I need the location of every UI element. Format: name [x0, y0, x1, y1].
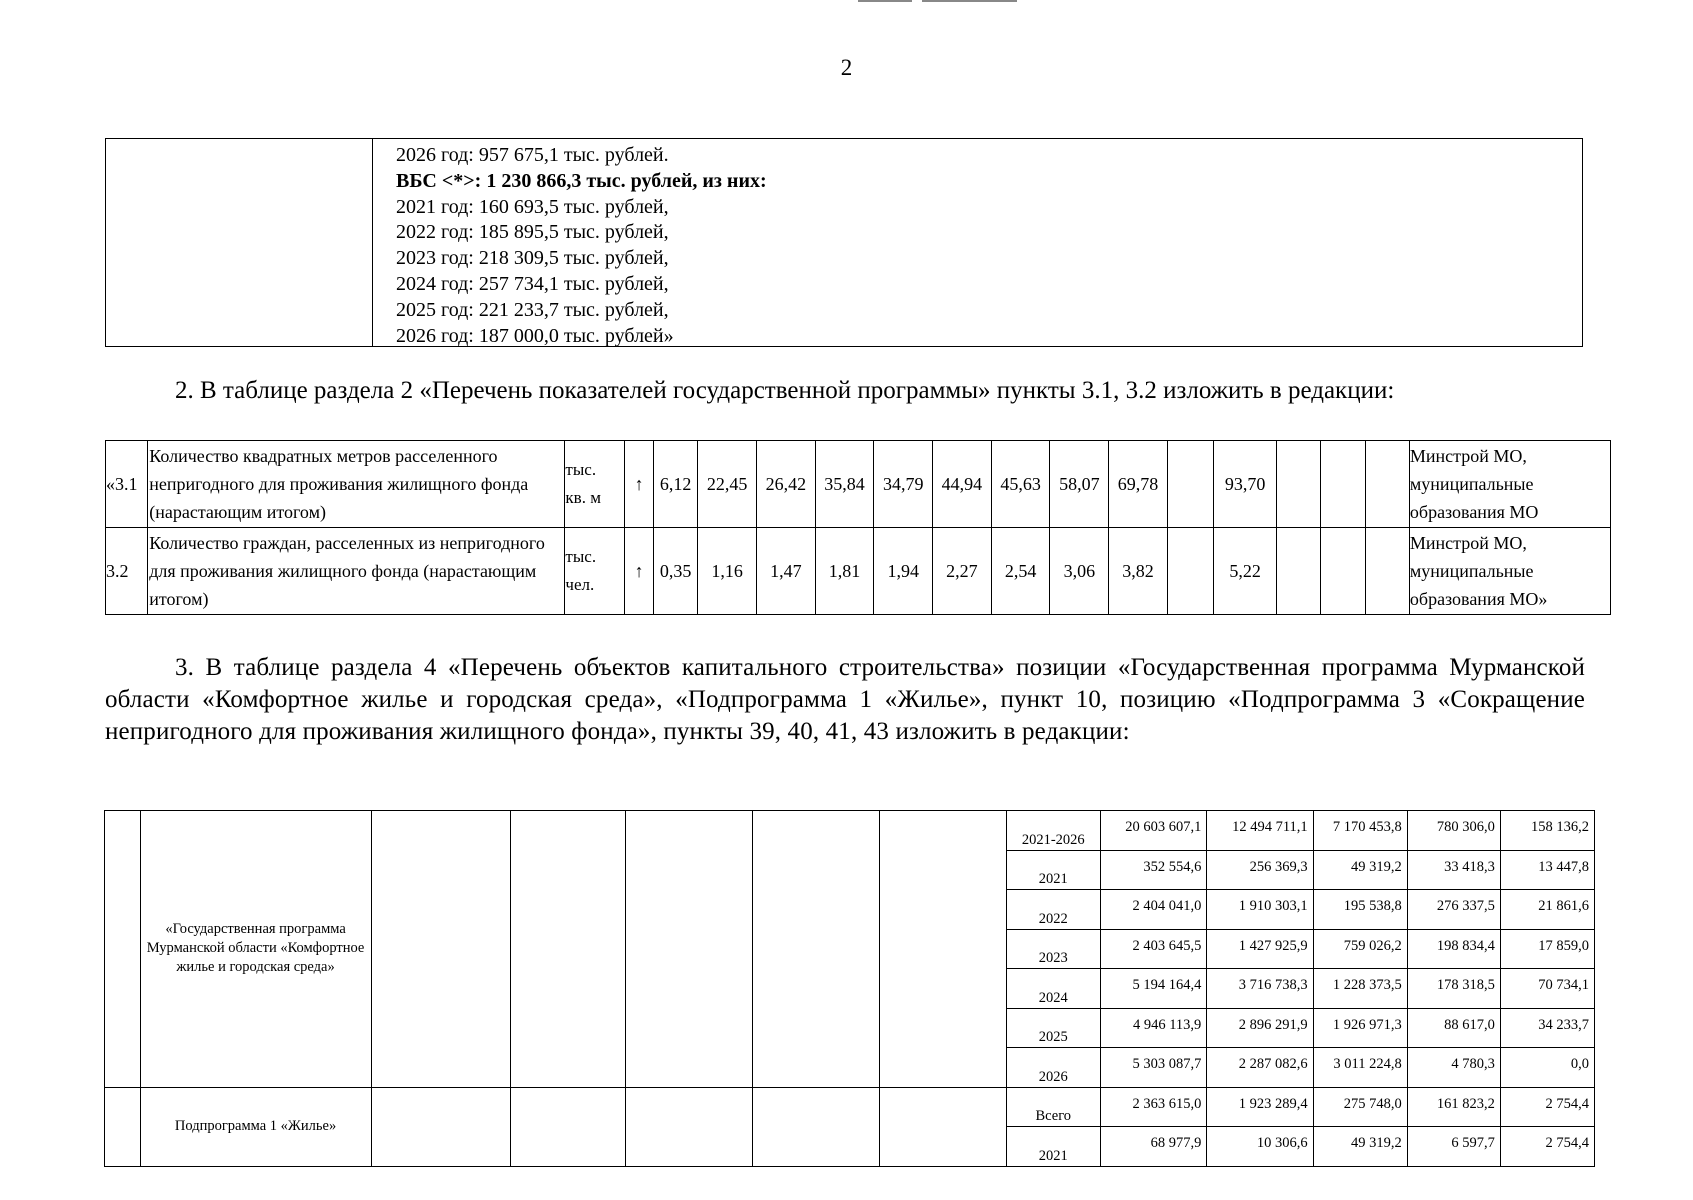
- indicator-value: 45,63: [991, 441, 1050, 528]
- indicator-value: 3,82: [1109, 528, 1168, 615]
- capital-value: 2 754,4: [1500, 1127, 1594, 1167]
- capital-row: [105, 1087, 1595, 1127]
- capital-value: 2 287 082,6: [1207, 1048, 1313, 1088]
- financing-box: [105, 138, 1583, 347]
- indicator-value: [1365, 441, 1409, 528]
- capital-value: 161 823,2: [1407, 1087, 1500, 1127]
- capital-value: 1 427 925,9: [1207, 929, 1313, 969]
- capital-value: 4 780,3: [1407, 1048, 1500, 1088]
- empty-cell: [510, 811, 625, 1088]
- capital-value: 2 404 041,0: [1100, 890, 1206, 930]
- financing-line: 2023 год: 218 309,5 тыс. рублей,: [396, 247, 669, 270]
- capital-value: 34 233,7: [1500, 1008, 1594, 1048]
- indicator-value: 3,06: [1050, 528, 1109, 615]
- capital-value: 5 303 087,7: [1100, 1048, 1206, 1088]
- capital-program-name: Подпрограмма 1 «Жилье»: [140, 1087, 371, 1166]
- resp-line: образования МО: [1409, 502, 1539, 522]
- capital-year: 2026: [1006, 1048, 1100, 1088]
- unit-line: тыс.: [565, 460, 597, 479]
- empty-cell: [879, 1087, 1006, 1166]
- empty-cell: [752, 1087, 879, 1166]
- capital-value: 352 554,6: [1100, 850, 1206, 890]
- empty-cell: [105, 811, 141, 1088]
- indicator-value: 2,54: [991, 528, 1050, 615]
- capital-value: 275 748,0: [1313, 1087, 1407, 1127]
- capital-year: 2021: [1006, 850, 1100, 890]
- indicator-value: [1167, 441, 1213, 528]
- indicator-responsible: [1409, 528, 1610, 615]
- capital-value: 256 369,3: [1207, 850, 1313, 890]
- capital-value: 70 734,1: [1500, 969, 1594, 1009]
- resp-line: муниципальные: [1409, 561, 1534, 581]
- indicator-value: 69,78: [1109, 441, 1168, 528]
- resp-line: Минстрой МО,: [1409, 446, 1527, 466]
- indicator-value: [1277, 528, 1321, 615]
- indicator-value: 22,45: [698, 441, 757, 528]
- capital-year: 2023: [1006, 929, 1100, 969]
- capital-value: 68 977,9: [1100, 1127, 1206, 1167]
- indicator-value: 1,81: [815, 528, 874, 615]
- capital-value: 5 194 164,4: [1100, 969, 1206, 1009]
- indicator-value: 1,16: [698, 528, 757, 615]
- financing-line: 2022 год: 185 895,5 тыс. рублей,: [396, 221, 669, 244]
- capital-row: [105, 811, 1595, 851]
- capital-value: 195 538,8: [1313, 890, 1407, 930]
- capital-value: 780 306,0: [1407, 811, 1500, 851]
- unit-line: чел.: [565, 575, 595, 594]
- capital-value: 6 597,7: [1407, 1127, 1500, 1167]
- direction-arrow-icon: ↑: [625, 528, 654, 615]
- resp-line: образования МО»: [1409, 589, 1548, 609]
- capital-value: 88 617,0: [1407, 1008, 1500, 1048]
- empty-cell: [371, 811, 510, 1088]
- paragraph-2: 2. В таблице раздела 2 «Перечень показателей государственной программы» пункты 3.1, 3.2 изложить в редакции:: [175, 377, 1395, 404]
- capital-value: 0,0: [1500, 1048, 1594, 1088]
- indicator-value: [1277, 441, 1321, 528]
- capital-value: 2 896 291,9: [1207, 1008, 1313, 1048]
- empty-cell: [752, 811, 879, 1088]
- capital-value: 21 861,6: [1500, 890, 1594, 930]
- capital-value: 49 319,2: [1313, 1127, 1407, 1167]
- capital-value: 2 363 615,0: [1100, 1087, 1206, 1127]
- capital-year: 2021-2026: [1006, 811, 1100, 851]
- empty-cell: [879, 811, 1006, 1088]
- indicator-value: 5,22: [1214, 528, 1277, 615]
- financing-line: 2021 год: 160 693,5 тыс. рублей,: [396, 195, 669, 218]
- indicator-value: [1321, 528, 1365, 615]
- financing-line: 2026 год: 187 000,0 тыс. рублей»: [396, 324, 674, 347]
- capital-value: 7 170 453,8: [1313, 811, 1407, 851]
- indicator-value: 0,35: [653, 528, 697, 615]
- capital-program-name: «Государственная программа Мурманской области «Комфортное жилье и городская среда»: [140, 811, 371, 1088]
- indicator-value: 44,94: [933, 441, 992, 528]
- resp-line: Минстрой МО,: [1409, 533, 1527, 553]
- capital-value: 276 337,5: [1407, 890, 1500, 930]
- indicator-responsible: [1409, 441, 1610, 528]
- empty-cell: [371, 1087, 510, 1166]
- indicator-value: [1321, 441, 1365, 528]
- capital-year: 2022: [1006, 890, 1100, 930]
- capital-value: 1 910 303,1: [1207, 890, 1313, 930]
- capital-value: 10 306,6: [1207, 1127, 1313, 1167]
- financing-line: 2025 год: 221 233,7 тыс. рублей,: [396, 298, 669, 321]
- capital-value: 12 494 711,1: [1207, 811, 1313, 851]
- empty-cell: [625, 1087, 752, 1166]
- top-rule-right: [922, 0, 1017, 2]
- indicator-value: 58,07: [1050, 441, 1109, 528]
- capital-year: 2024: [1006, 969, 1100, 1009]
- indicator-number: «3.1: [106, 441, 148, 528]
- capital-year: Всего: [1006, 1087, 1100, 1127]
- capital-value: 1 926 971,3: [1313, 1008, 1407, 1048]
- indicator-name: Количество граждан, расселенных из непригодного для проживания жилищного фонда (нарастающим итогом): [148, 528, 565, 615]
- top-rule-left: [858, 0, 912, 2]
- capital-value: 2 403 645,5: [1100, 929, 1206, 969]
- capital-value: 178 318,5: [1407, 969, 1500, 1009]
- financing-line: 2024 год: 257 734,1 тыс. рублей,: [396, 272, 669, 295]
- capital-value: 1 923 289,4: [1207, 1087, 1313, 1127]
- indicator-value: [1167, 528, 1213, 615]
- capital-value: 198 834,4: [1407, 929, 1500, 969]
- capital-value: 2 754,4: [1500, 1087, 1594, 1127]
- indicator-value: 1,47: [756, 528, 815, 615]
- capital-value: 49 319,2: [1313, 850, 1407, 890]
- capital-year: 2025: [1006, 1008, 1100, 1048]
- unit-line: кв. м: [565, 488, 601, 507]
- empty-cell: [105, 1087, 141, 1166]
- indicators-table: [105, 440, 1611, 615]
- indicator-value: 35,84: [815, 441, 874, 528]
- empty-cell: [510, 1087, 625, 1166]
- indicator-value: 34,79: [874, 441, 933, 528]
- resp-line: муниципальные: [1409, 474, 1534, 494]
- capital-value: 17 859,0: [1500, 929, 1594, 969]
- indicator-row: [106, 441, 1611, 528]
- indicator-value: 6,12: [653, 441, 697, 528]
- indicator-value: 93,70: [1214, 441, 1277, 528]
- financing-box-divider: [372, 139, 373, 346]
- capital-year: 2021: [1006, 1127, 1100, 1167]
- capital-value: 13 447,8: [1500, 850, 1594, 890]
- capital-value: 20 603 607,1: [1100, 811, 1206, 851]
- direction-arrow-icon: ↑: [625, 441, 654, 528]
- financing-line: ВБС <*>: 1 230 866,3 тыс. рублей, из них:: [396, 169, 767, 192]
- capital-value: 33 418,3: [1407, 850, 1500, 890]
- capital-value: 1 228 373,5: [1313, 969, 1407, 1009]
- indicator-value: 2,27: [933, 528, 992, 615]
- empty-cell: [625, 811, 752, 1088]
- page-number: 2: [840, 55, 853, 80]
- indicator-row: [106, 528, 1611, 615]
- indicator-value: [1365, 528, 1409, 615]
- capital-construction-table: [104, 810, 1595, 1167]
- capital-value: 158 136,2: [1500, 811, 1594, 851]
- indicator-unit: [565, 528, 625, 615]
- indicator-value: 26,42: [756, 441, 815, 528]
- indicator-unit: [565, 441, 625, 528]
- capital-value: 3 716 738,3: [1207, 969, 1313, 1009]
- capital-value: 3 011 224,8: [1313, 1048, 1407, 1088]
- indicator-value: 1,94: [874, 528, 933, 615]
- indicator-number: 3.2: [106, 528, 148, 615]
- financing-lines: [396, 143, 767, 349]
- capital-value: 4 946 113,9: [1100, 1008, 1206, 1048]
- capital-value: 759 026,2: [1313, 929, 1407, 969]
- indicator-name: Количество квадратных метров расселенного непригодного для проживания жилищного фонда (нарастающим итогом): [148, 441, 565, 528]
- paragraph-3: 3. В таблице раздела 4 «Перечень объектов капитального строительства» позиции «Государственная программа Мурманской области «Комфортное жилье и городская среда», «Подпрограмма 1 «Жилье», пункт 10, позицию «Подпрограмма 3 «Сокращение непригодного для проживания жилищного фонда», пункты 39, 40, 41, 43 изложить в редакции:: [105, 654, 1585, 745]
- financing-line: 2026 год: 957 675,1 тыс. рублей.: [396, 144, 669, 166]
- unit-line: тыс.: [565, 547, 597, 566]
